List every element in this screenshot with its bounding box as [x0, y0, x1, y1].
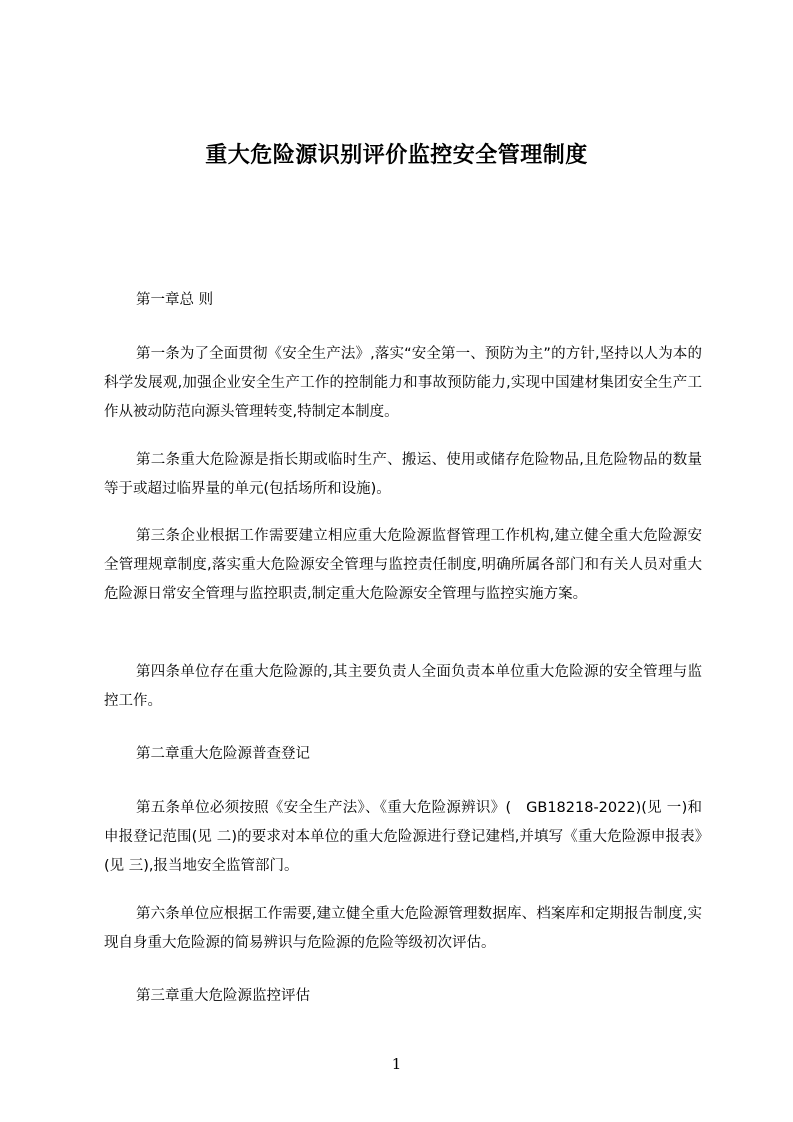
article-1: 第一条为了全面贯彻《安全生产法》,落实“安全第一、预防为主”的方针,坚持以人为本的科学发展观,加强企业安全生产工作的控制能力和事故预防能力,实现中国建材集团安全生产工作从被动防范向源头管理转变,特制定本制度。	[104, 346, 702, 420]
chapter-heading-2: 第二章重大危险源普查登记	[136, 746, 310, 762]
page-number: 1	[391, 1055, 402, 1073]
chapter-heading-1: 第一章总 则	[136, 292, 214, 308]
chapter-heading-3: 第三章重大危险源监控评估	[136, 988, 310, 1004]
article-4: 第四条单位存在重大危险源的,其主要负责人全面负责本单位重大危险源的安全管理与监控工作。	[104, 664, 702, 709]
article-3: 第三条企业根据工作需要建立相应重大危险源监督管理工作机构,建立健全重大危险源安全管理规章制度,落实重大危险源安全管理与监控责任制度,明确所属各部门和有关人员对重大危险源日常安全管理与监控职责,制定重大危险源安全管理与监控实施方案。	[104, 528, 702, 602]
article-5: 第五条单位必须按照《安全生产法》、《重大危险源辨识》( GB18218-2022)(见 一)和申报登记范围(见 二)的要求对本单位的重大危险源进行登记建档,并填写《重大危险源申报表》(见 三),报当地安全监管部门。	[104, 800, 702, 874]
document-title: 重大危险源识别评价监控安全管理制度	[205, 143, 588, 168]
article-6: 第六条单位应根据工作需要,建立健全重大危险源管理数据库、档案库和定期报告制度,实现自身重大危险源的简易辨识与危险源的危险等级初次评估。	[104, 906, 702, 951]
article-2: 第二条重大危险源是指长期或临时生产、搬运、使用或储存危险物品,且危险物品的数量等于或超过临界量的单元(包括场所和设施)。	[104, 452, 702, 497]
